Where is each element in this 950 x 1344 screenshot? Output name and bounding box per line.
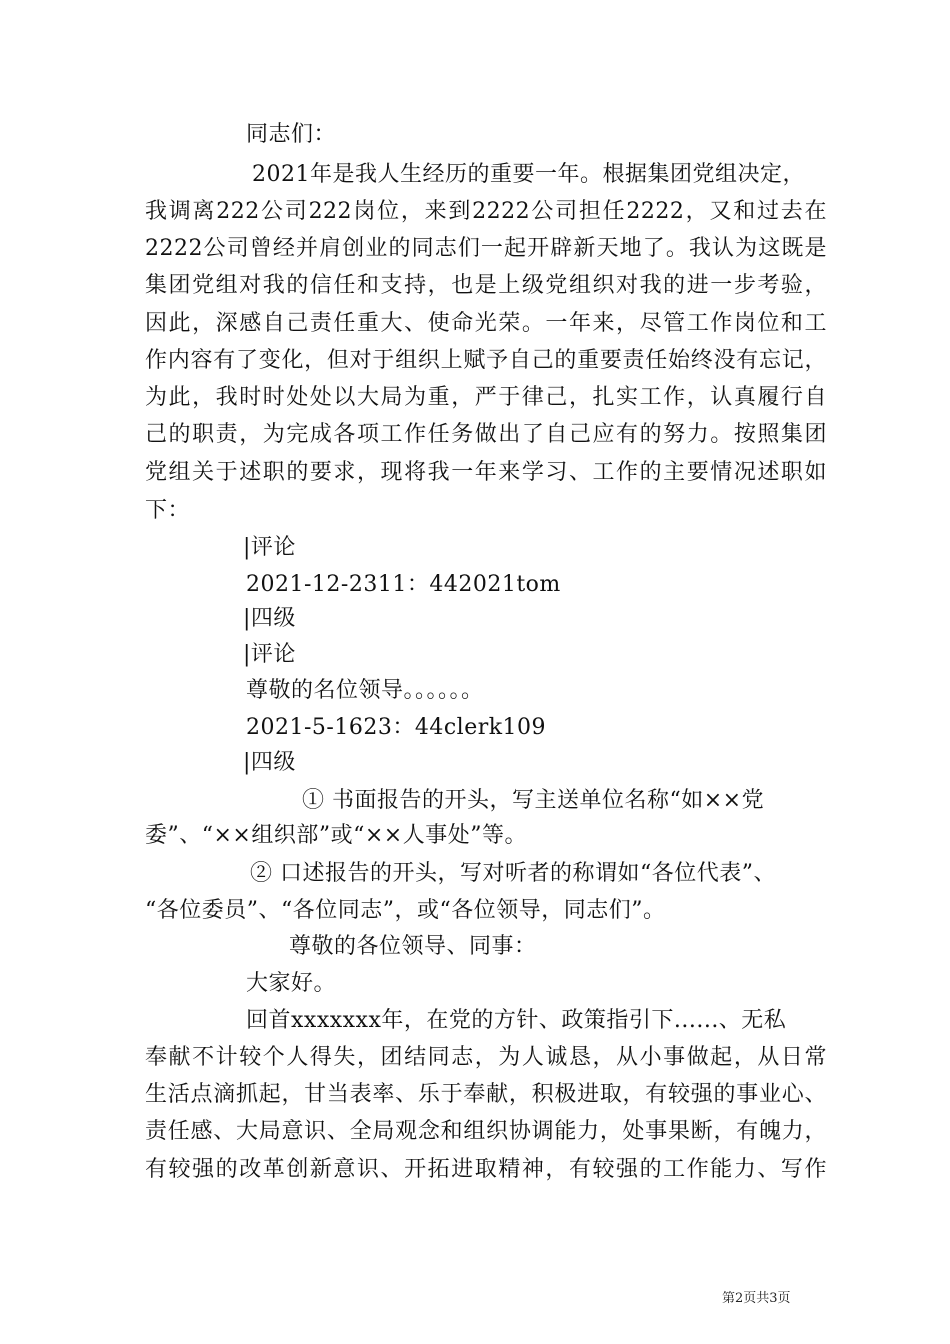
note-line: 委”、“××组织部”或“××人事处”等。 <box>145 823 527 848</box>
greeting: 尊敬的各位领导、同事： <box>289 934 537 959</box>
paragraph-line: 因此，深感自己责任重大、使命光荣。一年来，尽管工作岗位和工 <box>145 311 827 336</box>
paragraph-line: 2222公司曾经并肩创业的同志们一起开辟新天地了。我认为这既是 <box>145 236 827 261</box>
paragraph-line: 下： <box>145 498 191 523</box>
comment-meta: 2021-12-2311：442021tom <box>246 572 561 597</box>
paragraph-line: 责任感、大局意识、全局观念和组织协调能力，处事果断，有魄力， <box>145 1119 827 1144</box>
paragraph-line: 有较强的改革创新意识、开拓进取精神，有较强的工作能力、写作 <box>145 1157 827 1182</box>
paragraph-line: 己的职责，为完成各项工作任务做出了自己应有的努力。按照集团 <box>145 422 827 447</box>
comment-meta: 2021-5-1623：44clerk109 <box>246 715 547 740</box>
paragraph-line: 作内容有了变化，但对于组织上赋予自己的重要责任始终没有忘记， <box>145 348 827 373</box>
paragraph-line: 生活点滴抓起，甘当表率、乐于奉献，积极进取，有较强的事业心、 <box>145 1082 827 1107</box>
comment-label: |评论 <box>243 642 296 667</box>
paragraph-line: 2021年是我人生经历的重要一年。根据集团党组决定， <box>252 162 805 187</box>
salutation: 同志们： <box>246 122 337 147</box>
page-number-footer: 第2页共3页 <box>722 1291 791 1306</box>
paragraph-line: 为此，我时时处处以大局为重，严于律己，扎实工作，认真履行自 <box>145 385 827 410</box>
paragraph-line: 回首xxxxxxx年，在党的方针、政策指引下......、无私 <box>246 1008 787 1033</box>
note-line: “各位委员”、“各位同志”，或“各位领导，同志们”。 <box>145 898 666 923</box>
paragraph-line: 党组关于述职的要求，现将我一年来学习、工作的主要情况述职如 <box>145 460 827 485</box>
note-line: ② 口述报告的开头，写对听者的称谓如“各位代表”、 <box>250 861 776 886</box>
comment-label: |评论 <box>243 535 296 560</box>
note-line: ① 书面报告的开头，写主送单位名称“如××党 <box>302 788 765 813</box>
level-label: |四级 <box>243 606 296 631</box>
comment-text: 尊敬的名位领导。。。。。。 <box>246 678 484 703</box>
greeting: 大家好。 <box>246 971 337 996</box>
paragraph-line: 集团党组对我的信任和支持，也是上级党组织对我的进一步考验， <box>145 273 827 298</box>
level-label: |四级 <box>243 750 296 775</box>
paragraph-line: 我调离222公司222岗位，来到2222公司担任2222，又和过去在 <box>145 199 827 224</box>
paragraph-line: 奉献不计较个人得失，团结同志，为人诚恳，从小事做起，从日常 <box>145 1045 827 1070</box>
